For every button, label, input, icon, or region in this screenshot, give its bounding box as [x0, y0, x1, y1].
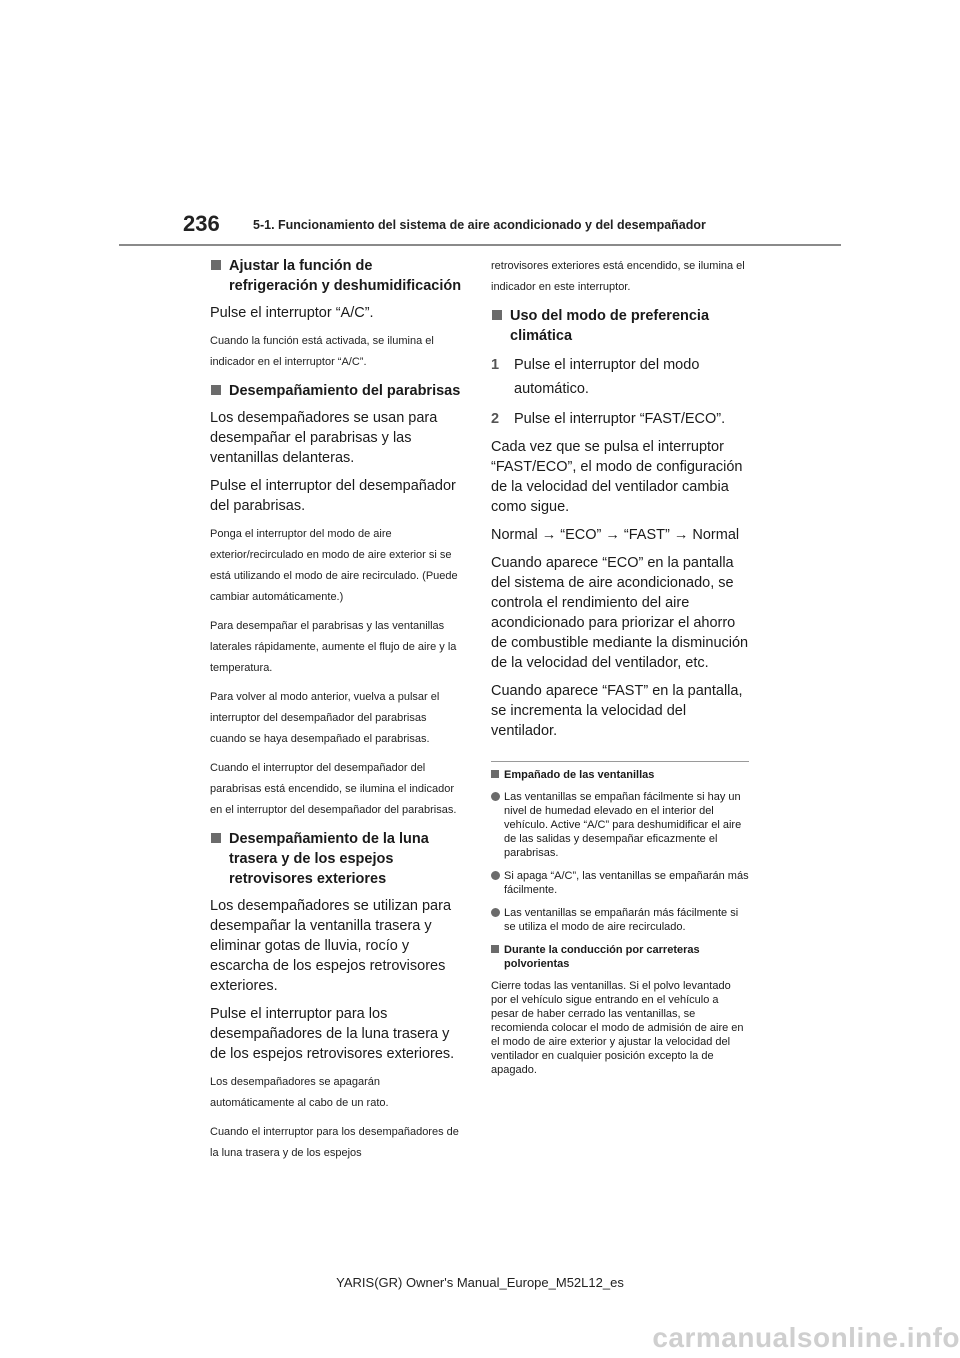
heading-window-fogging: [491, 768, 749, 782]
climate-body-2: Normal → “ECO” → “FAST” → Normal: [491, 527, 740, 543]
square-bullet-icon: [492, 310, 502, 320]
dusty-roads-body: Cierre todas las ventanillas. Si el polvo levantado por el vehículo sigue entrando en el vehículo a pesar de haber cerrado las ventanillas, se recomienda colocar el modo de admisión de aire en el modo de aire exterior y ajustar la velocidad del ventilador en cualquier posición excepto la de apagado.: [491, 980, 744, 1076]
step-1-number: 1: [491, 357, 500, 373]
climate-body-4: Cuando aparece “FAST” en la pantalla, se incrementa la velocidad del ventilador.: [491, 683, 743, 739]
heading-climate-preference-text: Uso del modo de preferencia climática: [510, 308, 710, 344]
heading-cooling-text: Ajustar la función de refrigeración y deshumidificación: [229, 258, 462, 294]
square-bullet-icon: [491, 945, 499, 953]
heading-windshield-defog-text: Desempañamiento del parabrisas: [229, 383, 461, 399]
windshield-body-2: Pulse el interruptor del desempañador del parabrisas.: [210, 478, 456, 514]
rear-body-2: Pulse el interruptor para los desempañadores de la luna trasera y de los espejos retrovisores exteriores.: [210, 1006, 455, 1062]
section-header: 5-1. Funcionamiento del sistema de aire acondicionado y del desempañador: [253, 218, 706, 232]
round-bullet-icon: [491, 908, 500, 917]
fogging-bullet-3-text: Las ventanillas se empañarán más fácilmente si se utiliza el modo de aire recirculado.: [504, 907, 739, 933]
round-bullet-icon: [491, 792, 500, 801]
step-2: [491, 407, 749, 431]
cooling-note: Cuando la función está activada, se ilumina el indicador en el interruptor “A/C”.: [210, 335, 434, 368]
rear-note-1: Los desempañadores se apagarán automáticamente al cabo de un rato.: [210, 1076, 389, 1109]
heading-windshield-defog: [210, 381, 464, 401]
climate-body-1: Cada vez que se pulsa el interruptor “FAST/ECO”, el modo de configuración de la velocidad del ventilador cambia como sigue.: [491, 439, 743, 515]
climate-body-3: Cuando aparece “ECO” en la pantalla del sistema de aire acondicionado, se controla el rendimiento del aire acondicionado para priorizar el ahorro de combustible mediante la disminución de la velocidad del ventilador, etc.: [491, 555, 749, 671]
fogging-bullet-2-text: Si apaga “A/C”, las ventanillas se empañarán más fácilmente.: [504, 870, 749, 896]
square-bullet-icon: [211, 833, 221, 843]
header-rule: [119, 244, 841, 246]
windshield-body-1: Los desempañadores se usan para desempañar el parabrisas y las ventanillas delanteras.: [210, 410, 438, 466]
right-column: [491, 256, 749, 1077]
rear-body-1: Los desempañadores se utilizan para desempañar la ventanilla trasera y eliminar gotas de lluvia, rocío y escarcha de los espejos retrovisores exteriores.: [210, 898, 452, 994]
heading-climate-preference: [491, 306, 749, 346]
cooling-body: Pulse el interruptor “A/C”.: [210, 305, 374, 321]
heading-cooling: [210, 256, 464, 296]
fogging-bullet-1-text: Las ventanillas se empañan fácilmente si hay un nivel de humedad elevado en el interior del vehículo. Active “A/C” para deshumidificar el aire de las salidas y desempañar eficazmente el parabrisas.: [504, 791, 742, 859]
page-number: 236: [183, 211, 220, 236]
windshield-note-1: Ponga el interruptor del modo de aire exterior/recirculado en modo de aire exterior si se está utilizando el modo de aire recirculado. (Puede cambiar automáticamente.): [210, 528, 458, 603]
fogging-bullet-2: [491, 869, 749, 897]
footer-manual-id: YARIS(GR) Owner's Manual_Europe_M52L12_es: [336, 1275, 624, 1290]
left-column: [210, 256, 464, 1172]
step-2-number: 2: [491, 411, 500, 427]
heading-rear-defog: [210, 829, 464, 889]
windshield-note-4: Cuando el interruptor del desempañador del parabrisas está encendido, se ilumina el indicador en el interruptor del desempañador del parabrisas.: [210, 762, 457, 816]
round-bullet-icon: [491, 871, 500, 880]
windshield-note-3: Para volver al modo anterior, vuelva a pulsar el interruptor del desempañador del parabrisas cuando se haya desempañado el parabrisas.: [210, 691, 440, 745]
square-bullet-icon: [211, 385, 221, 395]
rear-note-continued: retrovisores exteriores está encendido, se ilumina el indicador en este interruptor.: [491, 260, 745, 293]
heading-rear-defog-text: Desempañamiento de la luna trasera y de los espejos retrovisores exteriores: [229, 831, 429, 887]
heading-dusty-roads-text: Durante la conducción por carreteras polvorientas: [504, 944, 700, 970]
step-1-text: Pulse el interruptor del modo automático.: [514, 357, 700, 397]
heading-window-fogging-text: Empañado de las ventanillas: [504, 769, 655, 781]
fogging-bullet-1: [491, 790, 749, 860]
windshield-note-2: Para desempañar el parabrisas y las ventanillas laterales rápidamente, aumente el flujo de aire y la temperatura.: [210, 620, 457, 674]
rear-note-2: Cuando el interruptor para los desempañadores de la luna trasera y de los espejos: [210, 1126, 459, 1159]
info-separator: [491, 761, 749, 762]
step-1: [491, 353, 749, 401]
square-bullet-icon: [491, 770, 499, 778]
step-2-text: Pulse el interruptor “FAST/ECO”.: [514, 411, 726, 427]
square-bullet-icon: [211, 260, 221, 270]
fogging-bullet-3: [491, 906, 749, 934]
watermark: carmanualsonline.info: [652, 1322, 960, 1353]
heading-dusty-roads: [491, 943, 749, 971]
